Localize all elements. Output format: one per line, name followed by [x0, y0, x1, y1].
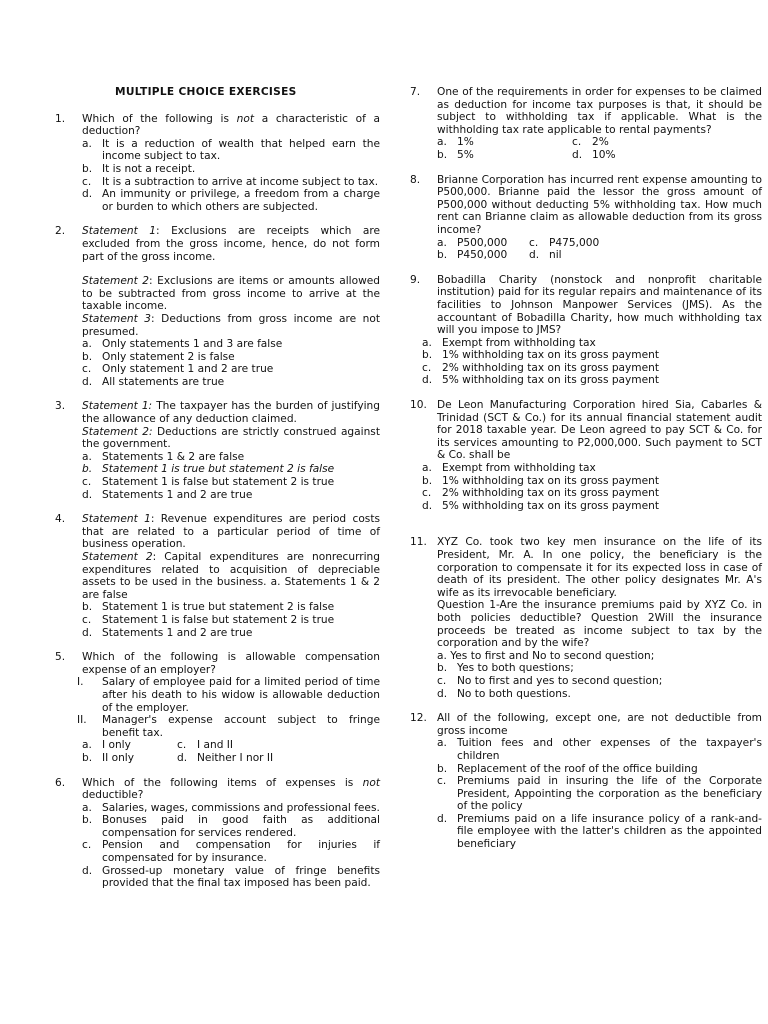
right-column — [410, 0, 762, 851]
option-d[interactable]: d. 10% — [572, 148, 616, 161]
statement-2: Statement 2: Deductions are strictly construed against the government. — [82, 425, 380, 451]
question-2 — [55, 225, 380, 388]
statement-2: Statement 2: Exclusions are items or amounts allowed to be subtracted from gross income to arrive at the taxable income. — [82, 275, 380, 313]
option-c[interactable]: c. 2% withholding tax on its gross payment — [422, 487, 660, 500]
statement-2: Statement 2: Capital expenditures are nonrecurring expenditures related to acquisition of depreciable assets to be used in the business. a. Statements 1 & 2 are false — [82, 551, 380, 601]
option-a[interactable]: a. Only statements 1 and 3 are false — [82, 338, 283, 351]
left-column — [55, 0, 380, 890]
question-7 — [410, 86, 762, 162]
question-number: 6. — [55, 776, 66, 789]
question-stem: Bobadilla Charity (nonstock and nonprofit charitable institution) paid for its regular repairs and maintenance of its facilities to Johnson Manpower Services (JMS). As the accountant of Bobadilla Charity, how much withholding tax will you impose to JMS? — [437, 273, 762, 337]
option-c[interactable]: c. 2% — [572, 136, 609, 149]
option-list — [422, 337, 762, 387]
option-b[interactable]: b. Statement 1 is true but statement 2 is false — [82, 463, 335, 476]
question-stem: Brianne Corporation has incurred rent expense amounting to P500,000. Brianne paid the lessor the gross amount of P500,000 without deducting 5% withholding tax. How much rent can Brianne claim as allowable deduction from its gross income? — [437, 173, 762, 236]
roman-item-1: I. Salary of employee paid for a limited period of time after his death to his widow is allowable deduction of the employer. — [77, 676, 380, 714]
option-list — [82, 138, 380, 214]
option-c[interactable]: c. Statement 1 is false but statement 2 is true — [82, 613, 335, 626]
option-c[interactable]: c. No to first and yes to second question; — [437, 674, 663, 687]
page-title: MULTIPLE CHOICE EXERCISES — [115, 86, 297, 98]
option-b[interactable]: b. 1% withholding tax on its gross payment — [422, 349, 660, 362]
question-3 — [55, 400, 380, 501]
option-b[interactable]: b. 1% withholding tax on its gross payment — [422, 474, 660, 487]
question-stem: De Leon Manufacturing Corporation hired Sia, Cabarles & Trinidad (SCT & Co.) for its annual financial statement audit for 2018 taxable year. De Leon agreed to pay SCT & Co. for its services amounting to P2,000,000. Such payment to SCT & Co. shall be — [437, 399, 762, 462]
option-b[interactable]: b. Yes to both questions; — [437, 662, 574, 675]
question-number: 3. — [55, 400, 66, 413]
question-stem: Which of the following items of expenses is not deductible? — [82, 776, 380, 802]
option-d[interactable]: d. Grossed-up monetary value of fringe benefits provided that the final tax imposed has been paid. — [82, 864, 380, 890]
option-b[interactable]: b. II only — [82, 751, 135, 764]
option-b[interactable]: b. Replacement of the roof of the office building — [437, 762, 698, 775]
option-c[interactable]: c. 2% withholding tax on its gross payment — [422, 361, 660, 374]
option-list — [437, 737, 762, 850]
option-list — [82, 802, 380, 890]
question-number: 7. — [410, 86, 421, 98]
option-c[interactable]: c. Pension and compensation for injuries if compensated for by insurance. — [82, 839, 380, 865]
option-list — [82, 601, 380, 639]
option-list — [437, 662, 762, 700]
option-a[interactable]: a. 1% — [437, 136, 474, 149]
question-number: 11. — [410, 536, 427, 549]
option-c[interactable]: c. Only statement 1 and 2 are true — [82, 363, 274, 376]
option-d[interactable]: d. 5% withholding tax on its gross payment — [422, 499, 660, 512]
question-number: 12. — [410, 712, 427, 725]
option-row-2 — [437, 249, 762, 262]
option-b[interactable]: b. Statement 1 is true but statement 2 is false — [82, 601, 335, 614]
question-number: 2. — [55, 225, 66, 238]
option-b[interactable]: b. Only statement 2 is false — [82, 350, 235, 363]
question-stem: Which of the following is not a characteristic of a deduction? — [82, 112, 380, 138]
sub-question: Question 1-Are the insurance premiums paid by XYZ Co. in both policies deductible? Question 2Will the insurance proceeds be treated as income subject to tax by the corporation and by the wife? — [437, 599, 762, 650]
question-6 — [55, 777, 380, 890]
option-d[interactable]: d. An immunity or privilege, a freedom from a charge or burden to which others are subjected. — [82, 188, 380, 213]
option-list — [82, 451, 380, 501]
question-11 — [410, 536, 762, 700]
option-a[interactable]: a. Exempt from withholding tax — [422, 462, 596, 475]
option-a[interactable]: a. Salaries, wages, commissions and professional fees. — [82, 801, 380, 814]
option-c[interactable]: c. Premiums paid in insuring the life of the Corporate President, Appointing the corporation as the beneficiary of the policy — [437, 775, 762, 813]
option-b[interactable]: b. Bonuses paid in good faith as additional compensation for services rendered. — [82, 814, 380, 839]
question-stem: One of the requirements in order for expenses to be claimed as deduction for income tax purposes is that, it should be subject to withholding tax if applicable. What is the withholding tax rate applicable to rental payments? — [437, 86, 762, 136]
option-a[interactable]: a. P500,000 — [437, 236, 508, 249]
question-number: 1. — [55, 112, 66, 125]
option-list — [422, 462, 762, 512]
option-d[interactable]: d. Premiums paid on a life insurance policy of a rank-and-file employee with the latter's children as the appointed beneficiary — [437, 812, 762, 851]
option-c[interactable]: c. Statement 1 is false but statement 2 is true — [82, 476, 335, 489]
roman-list — [77, 676, 380, 739]
question-12 — [410, 712, 762, 851]
question-number: 9. — [410, 273, 421, 286]
statement-1: Statement 1: The taxpayer has the burden of justifying the allowance of any deduction claimed. — [82, 400, 380, 426]
option-d[interactable]: d. nil — [529, 249, 562, 262]
question-stem: Which of the following is allowable compensation expense of an employer? — [82, 651, 380, 676]
question-number: 8. — [410, 173, 421, 186]
option-b[interactable]: b. P450,000 — [437, 249, 508, 262]
option-a[interactable]: a. I only — [82, 739, 131, 752]
option-d[interactable]: d. Statements 1 and 2 are true — [82, 626, 253, 639]
question-number: 4. — [55, 513, 66, 526]
option-d[interactable]: d. Neither I nor II — [177, 751, 274, 764]
question-10 — [410, 399, 762, 512]
statement-3: Statement 3: Deductions from gross income are not presumed. — [82, 312, 380, 338]
option-a[interactable]: a. Statements 1 & 2 are false — [82, 450, 245, 463]
question-8 — [410, 174, 762, 262]
question-number: 5. — [55, 651, 66, 664]
question-4 — [55, 513, 380, 639]
option-d[interactable]: d. All statements are true — [82, 375, 225, 388]
option-grid — [437, 136, 762, 161]
statement-1: Statement 1: Revenue expenditures are period costs that are related to a particular period of time of business operation. — [82, 513, 381, 551]
question-5 — [55, 651, 380, 764]
question-stem: XYZ Co. took two key men insurance on the life of its President, Mr. A. In one policy, the beneficiary is the corporation to compensate it for its expected loss in case of death of its president. The other policy designates Mr. A's wife as its irrevocable beneficiary. — [437, 536, 762, 599]
question-stem: All of the following, except one, are not deductible from gross income — [437, 712, 762, 737]
option-a[interactable]: a. Exempt from withholding tax — [422, 336, 596, 349]
option-list — [82, 338, 380, 388]
option-d[interactable]: d. 5% withholding tax on its gross payment — [422, 374, 660, 387]
question-9 — [410, 274, 762, 387]
option-a[interactable]: a. It is a reduction of wealth that helped earn the income subject to tax. — [82, 137, 380, 163]
question-number: 10. — [410, 399, 427, 412]
option-grid — [82, 739, 380, 764]
option-c[interactable]: c. P475,000 — [529, 236, 600, 249]
option-a[interactable]: a. Tuition fees and other expenses of the taxpayer's children — [437, 737, 762, 762]
option-d[interactable]: d. Statements 1 and 2 are true — [82, 488, 253, 501]
roman-item-2: II. Manager's expense account subject to fringe benefit tax. — [77, 714, 380, 739]
option-c[interactable]: c. It is a subtraction to arrive at income subject to tax. — [82, 175, 379, 188]
option-a[interactable]: a. Yes to first and No to second question; — [437, 649, 655, 662]
statement-1: Statement 1: Exclusions are receipts which are excluded from the gross income, hence, do not form part of the gross income. — [82, 225, 380, 263]
option-b[interactable]: b. It is not a receipt. — [82, 162, 196, 175]
option-d[interactable]: d. No to both questions. — [437, 687, 571, 700]
option-b[interactable]: b. 5% — [437, 148, 474, 161]
option-row-1 — [437, 237, 762, 250]
option-c[interactable]: c. I and II — [177, 739, 234, 752]
question-1 — [55, 113, 380, 214]
